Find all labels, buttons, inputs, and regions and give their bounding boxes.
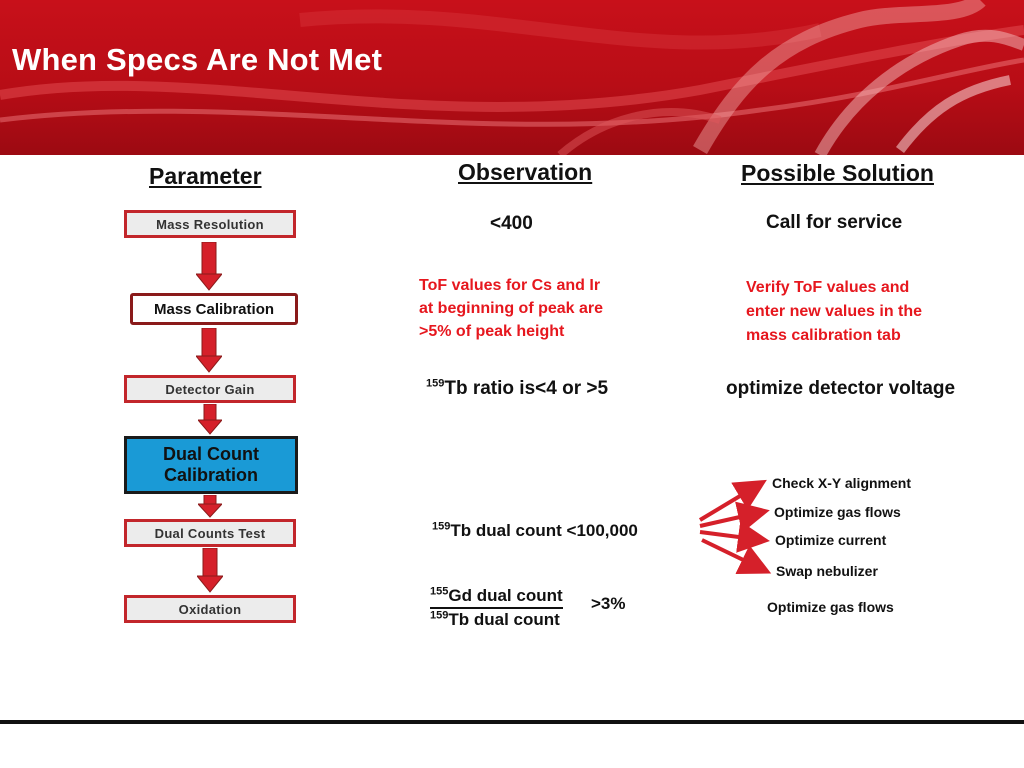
- denominator-text: Tb dual count: [448, 610, 560, 629]
- fraction-denominator: [430, 609, 563, 630]
- header-banner: [0, 0, 1024, 155]
- observation-oxidation-threshold: >3%: [591, 594, 626, 613]
- isotope-superscript: 155: [430, 585, 449, 598]
- down-arrow-icon: [198, 404, 222, 436]
- isotope-superscript: 159: [432, 520, 451, 533]
- text-line: ToF values for Cs and Ir: [419, 277, 601, 294]
- solution-mass-resolution: Call for service: [766, 212, 903, 233]
- flow-box-mass-calibration: [130, 293, 298, 325]
- flow-label: Mass Calibration: [153, 300, 275, 318]
- solution-check-xy-alignment: Check X-Y alignment: [772, 475, 912, 491]
- flow-label: Detector Gain: [165, 381, 255, 397]
- down-arrow-icon: [196, 328, 222, 374]
- text-line: Verify ToF values and: [746, 279, 910, 296]
- down-arrow-icon: [197, 548, 223, 594]
- solution-optimize-current: Optimize current: [775, 532, 887, 548]
- column-header-observation: Observation: [458, 159, 593, 185]
- numerator-text: Gd dual count: [448, 586, 563, 605]
- solution-swap-nebulizer: Swap nebulizer: [776, 563, 878, 579]
- flow-label: Mass Resolution: [156, 216, 264, 232]
- text-line: mass calibration tab: [746, 327, 901, 344]
- arrow-to-nebulizer: [702, 540, 764, 570]
- flow-label: Oxidation: [178, 601, 242, 617]
- observation-dual-counts-test: [432, 521, 638, 541]
- observation-detector-gain: [426, 378, 608, 400]
- flow-label-line1: Dual Count: [163, 444, 259, 464]
- solution-oxidation: Optimize gas flows: [767, 599, 894, 615]
- down-arrow-icon: [198, 495, 222, 519]
- branch-arrows: [690, 470, 780, 580]
- fraction-numerator: [430, 586, 563, 609]
- arrow-to-current: [700, 532, 762, 540]
- text-line: enter new values in the: [746, 303, 923, 320]
- flow-box-dual-counts-test: [124, 519, 296, 547]
- flow-box-oxidation: [124, 595, 296, 623]
- flow-box-dual-count-calibration: [124, 436, 298, 494]
- isotope-superscript: 159: [426, 377, 445, 390]
- flow-box-detector-gain: [124, 375, 296, 403]
- column-header-solution: Possible Solution: [741, 160, 934, 186]
- solution-mass-calibration: [746, 276, 922, 348]
- observation-text: Tb dual count <100,000: [450, 521, 638, 540]
- solution-optimize-gas-flows: Optimize gas flows: [774, 504, 901, 520]
- down-arrow-icon: [196, 242, 222, 292]
- column-header-parameter: Parameter: [149, 163, 262, 189]
- flow-label-line2: Calibration: [163, 465, 258, 485]
- footer-divider: [0, 720, 1024, 724]
- text-line: >5% of peak height: [419, 323, 565, 340]
- text-line: at beginning of peak are: [419, 300, 604, 317]
- solution-detector-gain: optimize detector voltage: [726, 378, 956, 399]
- observation-mass-calibration: [419, 274, 603, 343]
- isotope-superscript: 159: [430, 609, 449, 622]
- observation-oxidation-fraction: [430, 586, 563, 630]
- observation-text: Tb ratio is<4 or >5: [444, 378, 609, 399]
- flow-label: Dual Counts Test: [154, 525, 266, 541]
- flow-box-mass-resolution: [124, 210, 296, 238]
- observation-mass-resolution: <400: [490, 213, 533, 234]
- page-title: When Specs Are Not Met: [12, 42, 383, 77]
